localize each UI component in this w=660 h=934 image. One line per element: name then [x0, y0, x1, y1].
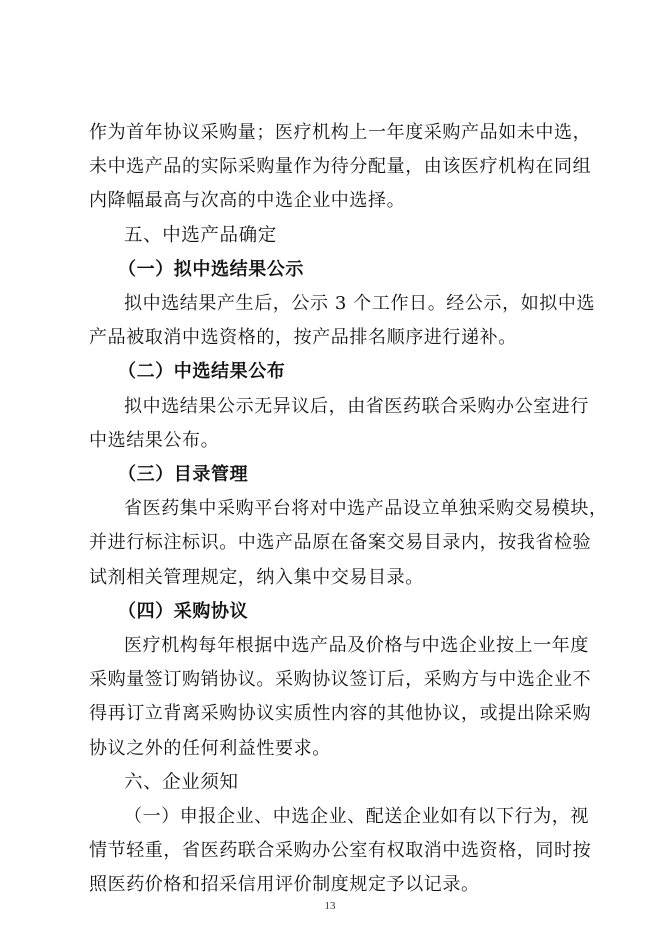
- body-line: 并进行标注标识。中选产品原在备案交易目录内，按我省检验: [89, 532, 592, 554]
- body-line: 内降幅最高与次高的中选企业中选择。: [89, 190, 406, 212]
- subsection-heading-3: （三）目录管理: [118, 464, 249, 485]
- subsection-heading-1: （一）拟中选结果公示: [118, 258, 304, 280]
- body-line: 照医药价格和招采信用评价制度规定予以记录。: [89, 874, 480, 896]
- body-line: （一）申报企业、中选企业、配送企业如有以下行为，视: [124, 806, 589, 827]
- body-line: 产品被取消中选资格的，按产品排名顺序进行递补。: [89, 327, 517, 349]
- body-line: 中选结果公布。: [89, 429, 220, 451]
- body-line: 拟中选结果产生后，公示 3 个工作日。经公示，如拟中选: [124, 293, 596, 314]
- body-line: 采购量签订购销协议。采购协议签订后，采购方与中选企业不: [89, 669, 592, 691]
- body-line: 拟中选结果公示无异议后，由省医药联合采购办公室进行: [124, 395, 589, 417]
- body-line: 未中选产品的实际采购量作为待分配量，由该医疗机构在同组: [89, 156, 592, 178]
- body-line: 协议之外的任何利益性要求。: [89, 737, 331, 759]
- body-line: 情节轻重，省医药联合采购办公室有权取消中选资格，同时按: [89, 840, 592, 862]
- section-heading-5: 五、中选产品确定: [124, 224, 277, 246]
- body-line: 试剂相关管理规定，纳入集中交易目录。: [89, 566, 424, 588]
- body-line: 作为首年协议采购量；医疗机构上一年度采购产品如未中选，: [89, 122, 592, 143]
- body-line: 得再订立背离采购协议实质性内容的其他协议，或提出除采购: [89, 703, 592, 725]
- subsection-heading-2: （二）中选结果公布: [118, 361, 286, 383]
- subsection-heading-4: （四）采购协议: [118, 600, 249, 622]
- body-line: 省医药集中采购平台将对中选产品设立单独采购交易模块，: [124, 498, 608, 520]
- section-heading-6: 六、企业须知: [124, 771, 239, 793]
- body-line: 医疗机构每年根据中选产品及价格与中选企业按上一年度: [124, 635, 589, 656]
- page-number: 13: [324, 900, 336, 912]
